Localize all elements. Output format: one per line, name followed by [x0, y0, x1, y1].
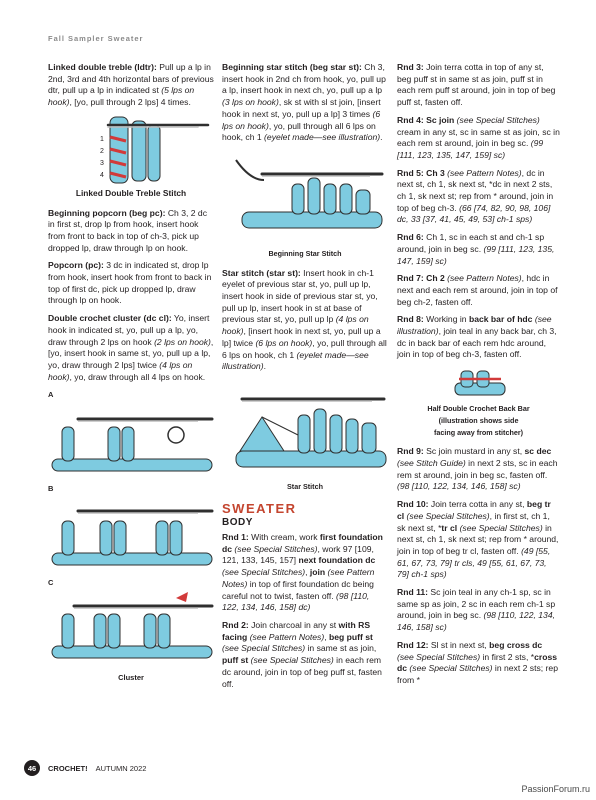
hdc-caption-1: Half Double Crochet Back Bar — [427, 404, 530, 414]
rnd10-note-2: (see Special Stitches) — [457, 522, 543, 533]
cluster-step-b — [48, 495, 214, 577]
rnd5-bold: Ch 3 — [423, 167, 445, 178]
rnd12-text-3: in next 2 sts; rep from * — [397, 663, 558, 685]
bss-text-3: , yo, pull through all 6 lps on hook, ch 1 — [222, 120, 376, 143]
rnd9-paragraph — [397, 446, 560, 493]
cluster-step-c — [48, 588, 214, 670]
rnd8-label: Rnd 8: — [397, 314, 424, 325]
rnd1-note-3: (see Pattern Notes) — [222, 567, 375, 589]
rnd12-note-2: (see Special Stitches) — [407, 663, 493, 674]
ldtr-num-2: 2 — [100, 147, 104, 155]
dccl-text-2: , [yo, insert hook in same st, yo, pull up a lp, yo, draw through 2 lps] twice — [48, 336, 214, 370]
rnd1-text-4: in top of first foundation dc being careful not to twist, fasten off. — [222, 578, 374, 601]
rnd1-text-3: , — [305, 567, 310, 578]
ss-text-3: , yo, pull through all 6 lps on hook, ch 1 — [222, 337, 387, 360]
rnd8-bold: back bar of hdc — [468, 314, 533, 325]
bss-term: Beginning star stitch (beg star st): — [222, 62, 362, 72]
running-head: Fall Sampler Sweater — [48, 34, 144, 43]
dccl-paragraph — [48, 313, 214, 383]
rnd6-text: Ch 1, sc in each st and ch-1 sp around, join in beg sc. — [397, 232, 545, 254]
rnd1-note-2: (see Special Stitches) — [222, 567, 306, 578]
rnd11-note: (98 [110, 122, 134, 146, 158] sc) — [397, 610, 555, 633]
rnd8-text-1: Working in — [423, 314, 469, 325]
section-title: SWEATER — [222, 500, 297, 516]
rnd1-note-4: (98 [110, 122, 134, 146, 158] dc) — [222, 590, 370, 613]
pc-term: Popcorn (pc): — [48, 260, 104, 271]
rnd8-paragraph — [397, 314, 560, 361]
rnd11-text: Sc join teal in any ch-1 sp, sc in same sp as join, 2 sc in each rem ch-1 sp around, join in beg sc. — [397, 587, 556, 621]
rnd11-paragraph — [397, 587, 560, 634]
rnd6-note: (99 [111, 123, 135, 147, 159] sc) — [397, 243, 555, 266]
ldtr-illustration — [48, 115, 214, 185]
dccl-note-1: (2 lps on hook) — [154, 336, 211, 347]
fig-label-c: C — [48, 577, 54, 587]
rnd2-bold-2: beg puff st — [329, 631, 373, 642]
rnd10-text-2: , in first st, ch 1, sk next st, * — [397, 510, 550, 533]
pc-paragraph — [48, 260, 214, 307]
rnd4-paragraph — [397, 115, 560, 162]
bss-text-4: . — [380, 132, 383, 143]
bss-caption: Beginning Star Stitch — [268, 248, 342, 258]
rnd4-bold: Sc join — [423, 114, 455, 125]
rnd12-bold-1: beg cross dc — [489, 639, 543, 650]
rnd1-text-2: , work 97 [109, 121, 133, 145, 157] — [222, 543, 374, 566]
rnd8-text-2: , join teal in any back bar, ch 3, dc in back bar of each rem hdc around, join in top of beg ch-3, fasten off. — [397, 326, 557, 360]
rnd8-note: (see illustration) — [397, 314, 552, 337]
issue-label: AUTUMN 2022 — [95, 763, 147, 773]
rnd6-paragraph — [397, 232, 560, 267]
rnd9-bold: sc dec — [524, 446, 552, 457]
rnd5-text: , dc in next st, ch 1, sk next st, *dc in next 2 sts, ch 1, sk next st; rep from * around, join in top of beg ch-3. — [397, 167, 554, 213]
rnd1-bold-1: first foundation dc — [222, 532, 383, 554]
rnd10-text-1: Join terra cotta in any st, — [428, 499, 527, 510]
ss-note-1: (4 lps on hook) — [222, 314, 369, 337]
ldtr-caption: Linked Double Treble Stitch — [75, 187, 187, 198]
rnd12-label: Rnd 12: — [397, 639, 429, 650]
page-number: 46 — [24, 760, 40, 776]
ss-paragraph — [222, 268, 388, 373]
bss-note-3: (eyelet made—see illustration) — [264, 132, 381, 143]
rnd10-paragraph — [397, 499, 560, 581]
rnd11-label: Rnd 11: — [397, 587, 429, 598]
rnd7-paragraph — [397, 273, 560, 308]
rnd12-paragraph — [397, 640, 560, 687]
watermark: PassionForum.ru — [521, 784, 590, 794]
ss-text-2: , [insert hook in next st, yo, pull up a lp] twice — [222, 326, 381, 348]
ss-term: Star stitch (star st): — [222, 267, 301, 278]
ldtr-num-3: 3 — [100, 159, 104, 167]
rnd1-label: Rnd 1: — [222, 532, 249, 543]
rnd2-label: Rnd 2: — [222, 619, 249, 630]
rnd2-paragraph — [222, 620, 388, 690]
ldtr-paragraph — [48, 62, 214, 109]
rnd9-label: Rnd 9: — [397, 446, 424, 457]
cluster-step-a — [48, 401, 214, 483]
rnd2-text-4: in each rem dc around, join in top of beg puff st, fasten off. — [222, 655, 382, 689]
fig-label-b: B — [48, 484, 54, 494]
hdc-back-bar-illustration — [397, 367, 560, 401]
bss-text-2: , sk st with sl st join, [insert hook in next st, yo, pull up a lp] 3 times — [222, 97, 381, 119]
dccl-note-2: (4 lps on hook) — [48, 359, 193, 382]
rnd1-paragraph — [222, 532, 388, 614]
ldtr-text-2: , [yo, pull through 2 lps] 4 times. — [69, 97, 191, 108]
rnd9-text-1: Sc join mustard in any st, — [423, 446, 525, 457]
rnd2-note-2: (see Special Stitches) — [222, 643, 306, 654]
subsection-title: BODY — [222, 517, 253, 529]
rnd1-text-1: With cream, work — [248, 532, 320, 543]
beg-star-stitch-illustration — [222, 150, 388, 246]
rnd10-text-3: in next st, ch 1, sk next st; rep from * around, join in top of beg tr cl, fasten off. — [397, 522, 559, 556]
rnd2-bold-3: puff st — [222, 655, 249, 666]
rnd6-label: Rnd 6: — [397, 232, 424, 243]
rnd2-text-1: Join charcoal in any st — [248, 619, 339, 630]
rnd2-bold-1: with RS facing — [222, 619, 371, 642]
rnd3-text: Join terra cotta in top of any st, beg puff st in same st as join, puff st in each rem puff st around, join in top of beg puff st, fasten off. — [397, 62, 556, 108]
rnd3-label: Rnd 3: — [397, 62, 424, 72]
ss-note-2: (6 lps on hook) — [255, 337, 313, 348]
hdc-caption-2: (illustration shows side — [438, 415, 519, 425]
rnd5-paragraph — [397, 168, 560, 227]
page-footer — [24, 760, 146, 776]
cluster-caption: Cluster — [118, 673, 144, 683]
rnd12-text-1: Sl st in next st, — [428, 639, 490, 650]
rnd12-bold-2: cross dc — [397, 651, 558, 674]
rnd2-note-3: (see Special Stitches) — [248, 655, 334, 666]
ss-text-4: . — [263, 361, 266, 372]
cluster-illustrations — [48, 389, 214, 684]
rnd12-note-1: (see Special Stitches) — [397, 651, 481, 662]
rnd5-label: Rnd 5: — [397, 167, 424, 178]
bpc-term: Beginning popcorn (beg pc): — [48, 207, 166, 218]
rnd7-label: Rnd 7: — [397, 273, 424, 284]
bss-note-1: (3 lps on hook) — [222, 97, 279, 108]
dccl-text-1: Yo, insert hook in indicated st, yo, pull up a lp, yo, draw through 2 lps on hook — [48, 313, 210, 347]
column-1 — [48, 62, 214, 690]
rnd9-note-1: (see Stitch Guide) — [397, 457, 466, 468]
ss-note-3: (eyelet made—see illustration) — [222, 349, 369, 372]
dccl-text-3: , yo, draw through all 4 lps on hook. — [69, 371, 206, 382]
rnd4-note-2: (99 [111, 123, 135, 147, 159] sc) — [397, 138, 544, 160]
ldtr-num-1: 1 — [100, 135, 104, 143]
fig-label-a: A — [48, 390, 54, 400]
rnd10-label: Rnd 10: — [397, 499, 429, 510]
hdc-caption-3: facing away from stitcher) — [433, 427, 524, 437]
ss-text-1: Insert hook in ch-1 eyelet of previous star st, yo, pull up lp, insert hook in side of previous star st, yo, pull up lp, insert hook in st at base of previous star st, yo, pull up lp — [222, 267, 378, 325]
rnd10-bold-2: tr cl — [441, 522, 458, 533]
rnd4-note-1: (see Special Stitches) — [454, 114, 540, 125]
rnd1-bold-3: join — [309, 567, 326, 578]
magazine-name: CROCHET! — [48, 763, 88, 773]
bpc-paragraph — [48, 208, 214, 255]
rnd1-bold-2: next foundation dc — [298, 555, 376, 566]
rnd7-text: , hdc in next and each rem st around, join in top of beg ch-2, fasten off. — [397, 273, 558, 307]
ldtr-term: Linked double treble (ldtr): — [48, 62, 157, 72]
column-2 — [222, 62, 388, 696]
rnd10-note-3: (49 [55, 61, 67, 73, 79] tr cls, 49 [55, 61, 67, 73, 79] ch-1 sps) — [397, 545, 551, 580]
rnd1-note-1: (see Special Stitches) — [232, 543, 318, 554]
ldtr-text: Pull up a lp in 2nd, 3rd and 4th horizontal bars of previous dtr, pull up a lp in indicated st — [48, 62, 214, 96]
rnd7-note: (see Pattern Notes) — [444, 273, 522, 284]
bss-note-2: (6 lps on hook) — [222, 108, 381, 131]
rnd5-note-2: (66 [74, 82, 90, 98, 106] dc, 33 [37, 41, 45, 49, 53] ch-1 sps) — [397, 202, 551, 225]
ss-caption: Star Stitch — [287, 481, 323, 491]
rnd9-text-2: in next 2 sts, sc in each rem st around, join in beg sc, fasten off. — [397, 457, 558, 480]
ldtr-note: (5 lps on hook) — [48, 85, 195, 108]
bss-paragraph — [222, 62, 388, 144]
rnd2-text-2: , — [324, 631, 329, 642]
column-3 — [397, 62, 560, 693]
bss-text-1: Ch 3, insert hook in 2nd ch from hook, yo, pull up a lp, insert hook in next ch, yo, pull up a lp — [222, 62, 386, 96]
rnd5-note-1: (see Pattern Notes) — [444, 167, 522, 178]
dccl-term: Double crochet cluster (dc cl): — [48, 313, 172, 324]
star-stitch-illustration — [222, 379, 388, 479]
rnd9-note-2: (98 [110, 122, 134, 146, 158] sc) — [397, 481, 521, 492]
rnd3-paragraph — [397, 62, 560, 109]
bpc-text: Ch 3, 2 dc in first st, drop lp from hook, insert hook from front to back in top of ch-3, pick up dropped lp, draw through lp on hook. — [48, 207, 207, 253]
rnd2-text-3: in same st as join, — [305, 643, 377, 654]
rnd2-note-1: (see Pattern Notes) — [247, 631, 325, 642]
ldtr-num-4: 4 — [100, 171, 104, 179]
rnd10-note-1: (see Special Stitches) — [404, 510, 490, 521]
rnd10-bold-1: beg tr cl — [397, 499, 551, 521]
pc-text: 3 dc in indicated st, drop lp from hook, insert hook from front to back in top of first dc, pick up dropped lp, draw through lp on hook. — [48, 260, 212, 306]
rnd4-label: Rnd 4: — [397, 114, 424, 125]
rnd4-text: cream in any st, sc in same st as join, sc in each rem st around, join in beg sc. — [397, 126, 560, 149]
rnd12-text-2: in first 2 sts, * — [480, 651, 535, 662]
rnd7-bold: Ch 2 — [423, 273, 445, 284]
arrow-icon — [176, 592, 188, 602]
